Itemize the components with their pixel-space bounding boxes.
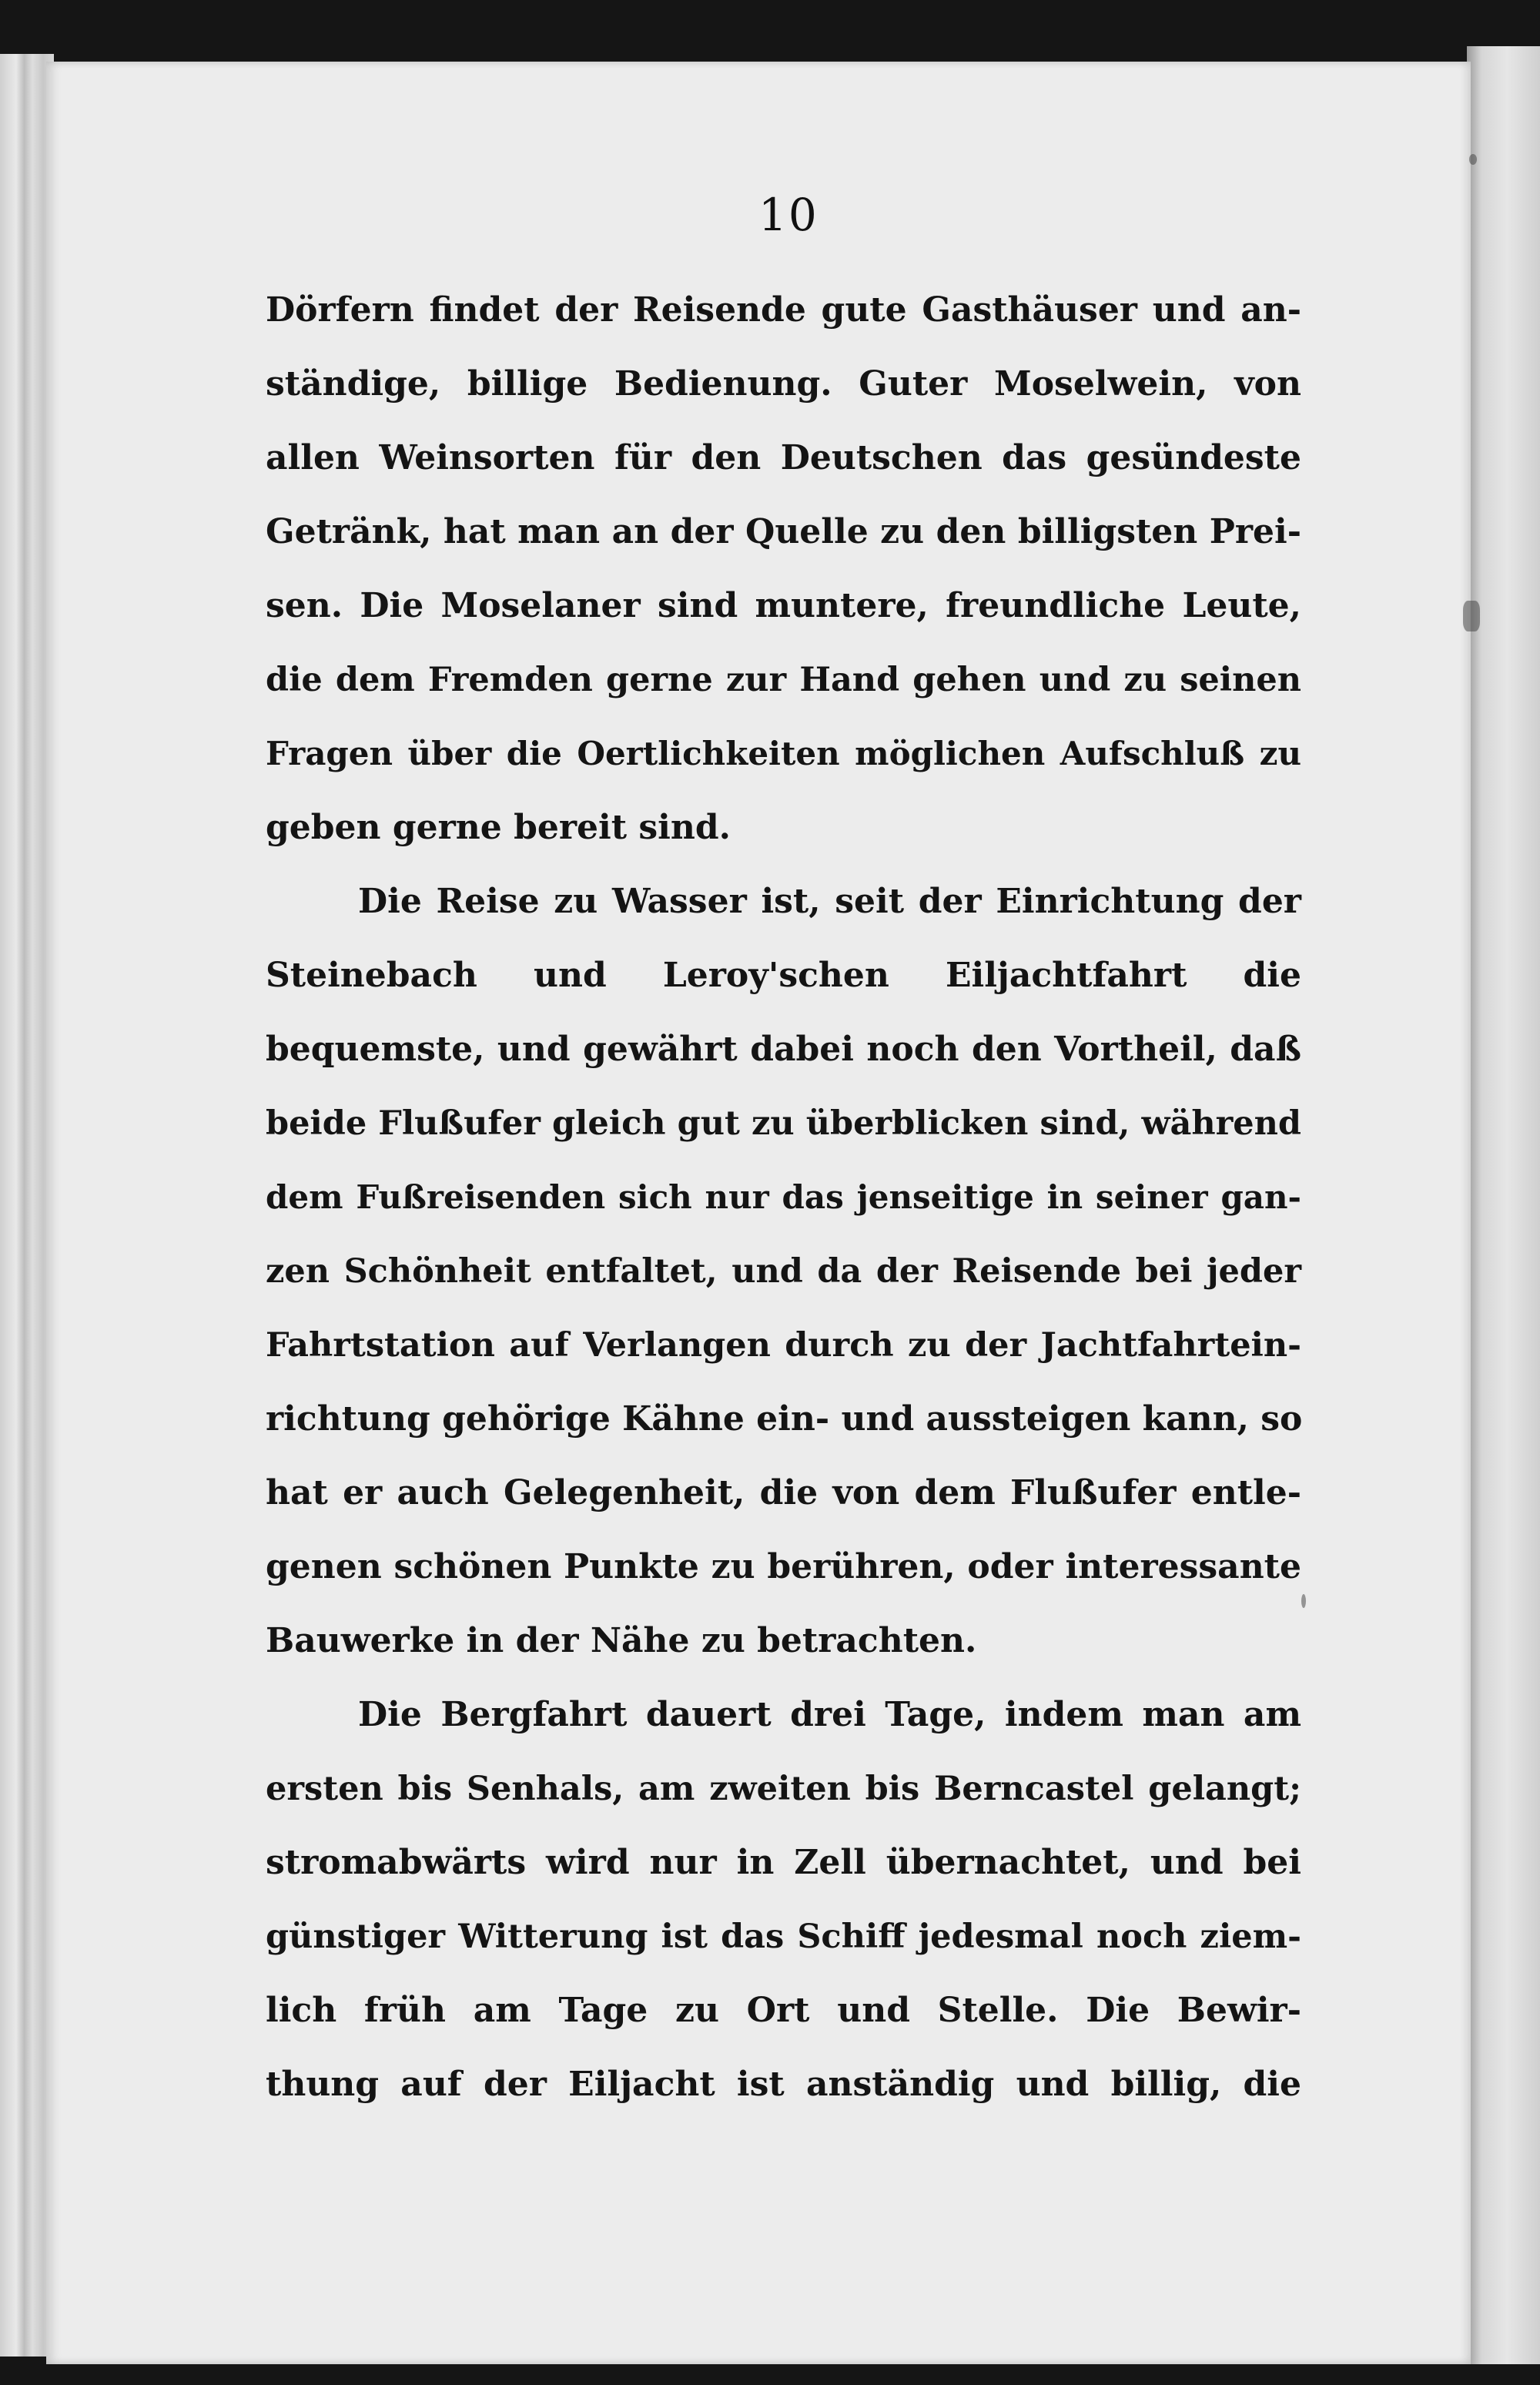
text-line: beide Flußufer gleich gut zu überblicken sind, während [266,1104,1301,1143]
text-line: günstiger Witterung ist das Schiff jedesmal noch ziem- [266,1918,1301,1956]
text-line: allen Weinsorten für den Deutschen das gesündeste [266,438,1301,477]
text-line: dem Fußreisenden sich nur das jenseitige in seiner gan- [266,1178,1301,1216]
text-line: Die Bergfahrt dauert drei Tage, indem man am [358,1695,1301,1734]
body-text [266,273,1301,2122]
text-line: geben gerne bereit sind. [266,808,731,847]
text-line: Dörfern findet der Reisende gute Gasthäuser und an- [266,290,1301,330]
text-line: die dem Fremden gerne zur Hand gehen und zu seinen [266,661,1301,699]
paper-speck [1469,154,1477,165]
text-line: Fragen über die Oertlichkeiten möglichen Aufschluß zu [266,735,1301,772]
text-line: ständige, billige Bedienung. Guter Moselwein, von [266,364,1301,404]
text-line: Fahrtstation auf Verlangen durch zu der Jachtfahrtein- [266,1326,1301,1365]
paper-speck [1463,601,1480,631]
facing-page-edge [1467,46,1540,2364]
text-line: Getränk, hat man an der Quelle zu den billigsten Prei- [266,512,1301,551]
paper-speck [1301,1594,1306,1608]
text-line: richtung gehörige Kähne ein- und aussteigen kann, so [266,1399,1303,1439]
text-line: ersten bis Senhals, am zweiten bis Berncastel gelangt; [266,1770,1301,1808]
page-number: 10 [758,189,819,241]
text-line: Die Reise zu Wasser ist, seit der Einrichtung der [358,882,1301,921]
text-line: Steinebach und Leroy'schen Eiljachtfahrt die [266,956,1301,995]
text-line: Bauwerke in der Nähe zu betrachten. [266,1621,977,1660]
text-line: bequemste, und gewährt dabei noch den Vortheil, daß [266,1030,1301,1069]
text-line: sen. Die Moselaner sind muntere, freundliche Leute, [266,586,1301,625]
text-line: thung auf der Eiljacht ist anständig und billig, die [266,2065,1301,2104]
text-line: hat er auch Gelegenheit, die von dem Flußufer entle- [266,1473,1301,1512]
text-line: genen schönen Punkte zu berühren, oder interessante [266,1547,1301,1586]
text-line: zen Schönheit entfaltet, und da der Reisende bei jeder [266,1252,1301,1291]
text-line: lich früh am Tage zu Ort und Stelle. Die Bewir- [266,1991,1301,2030]
text-line: stromabwärts wird nur in Zell übernachtet, und bei [266,1843,1301,1882]
